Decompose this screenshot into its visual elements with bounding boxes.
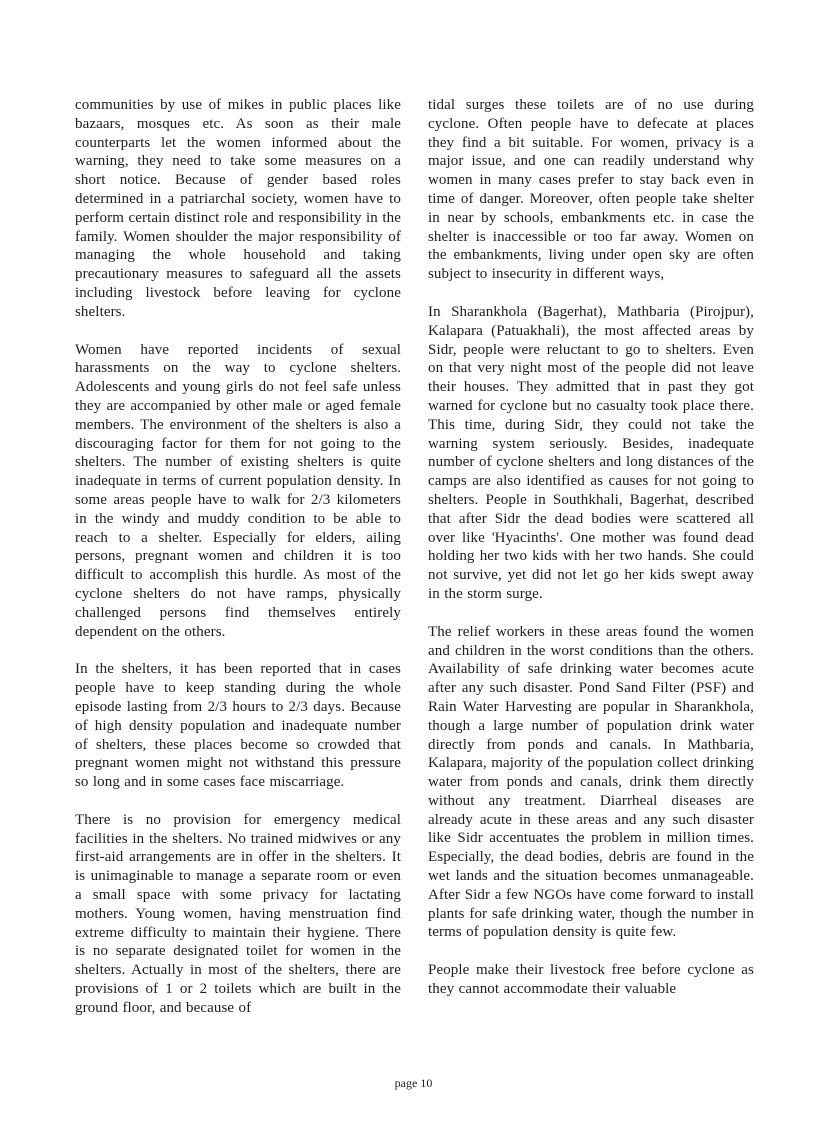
paragraph: In the shelters, it has been reported that in cases people have to keep standing during the whole episode lasting from 2/3 hours to 2/3 days. Because of high density population and inadequate number of shelters, these places become so crowded that pregnant women might not withstand this pressure so long and in some cases face miscarriage.	[75, 661, 401, 791]
paragraph: There is no provision for emergency medical facilities in the shelters. No trained midwives or any first-aid arrangements are in offer in the shelters. It is unimaginable to manage a separate room or even a small space with some privacy for lactating mothers. Young women, having menstruation find extreme difficulty to maintain their hygiene. There is no separate designated toilet for women in the shelters. Actually in most of the shelters, there are provisions of 1 or 2 toilets which are built in the ground floor, and because of	[75, 811, 401, 1016]
paragraph: communities by use of mikes in public places like bazaars, mosques etc. As soon as their male counterparts let the women informed about the warning, they need to take some measures on a short notice. Because of gender based roles determined in a patriarchal society, women have to perform certain distinct role and responsibility in the family. Women shoulder the major responsibility of managing the whole household and taking precautionary measures to safeguard all the assets including livestock before leaving for cyclone shelters.	[75, 97, 401, 320]
text-columns	[75, 96, 754, 1037]
paragraph: People make their livestock free before cyclone as they cannot accommodate their valuable	[428, 962, 754, 998]
page-number: page 10	[394, 1076, 433, 1090]
paragraph: In Sharankhola (Bagerhat), Mathbaria (Pirojpur), Kalapara (Patuakhali), the most affected areas by Sidr, people were reluctant to go to shelters. Even on that very night most of the people did not leave their houses. They admitted that in past they got warned for cyclone but no casualty took place there. This time, during Sidr, they could not take the warning system seriously. Besides, inadequate number of cyclone shelters and long distances of the camps are also identified as causes for not going to shelters. People in Southkhali, Bagerhat, described that after Sidr the dead bodies were scattered all over like 'Hyacinths'. One mother was found dead holding her two kids with her two hands. She could not survive, yet did not let go her kids swept away in the storm surge.	[428, 303, 754, 602]
paragraph: Women have reported incidents of sexual harassments on the way to cyclone shelters. Adolescents and young girls do not feel safe unless they are accompanied by other male or aged female members. The environment of the shelters is also a discouraging factor for them for not going to the shelters. The number of existing shelters is quite inadequate in terms of current population density. In some areas people have to walk for 2/3 kilometers in the windy and muddy condition to be able to reach to a shelter. Especially for elders, ailing persons, pregnant women and children it is too difficult to accomplish this hurdle. As most of the cyclone shelters do not have ramps, physically challenged persons find themselves entirely dependent on the others.	[75, 341, 401, 640]
left-column	[75, 96, 401, 1037]
paragraph: The relief workers in these areas found the women and children in the worst conditions than the others. Availability of safe drinking water becomes acute after any such disaster. Pond Sand Filter (PSF) and Rain Water Harvesting are popular in Sharankhola, though a large number of population drink water directly from ponds and canals. In Mathbaria, Kalapara, majority of the population collect drinking water from ponds and canals, drink them directly without any treatment. Diarrheal diseases are already acute in these areas and any such disaster like Sidr accentuates the problem in million times. Especially, the dead bodies, debris are found in the wet lands and the situation becomes unmanageable. After Sidr a few NGOs have come forward to install plants for safe drinking water, though the number in terms of population density is quite few.	[428, 623, 754, 941]
paragraph: tidal surges these toilets are of no use during cyclone. Often people have to defecate at places they find a bit suitable. For women, privacy is a major issue, and one can readily understand why women in many cases prefer to stay back even in time of danger. Moreover, often people take shelter in near by schools, embankments etc. in case the shelter is inaccessible or too far away. Women on the embankments, living under open sky are often subject to insecurity in different ways,	[428, 97, 754, 283]
right-column	[428, 96, 754, 1037]
